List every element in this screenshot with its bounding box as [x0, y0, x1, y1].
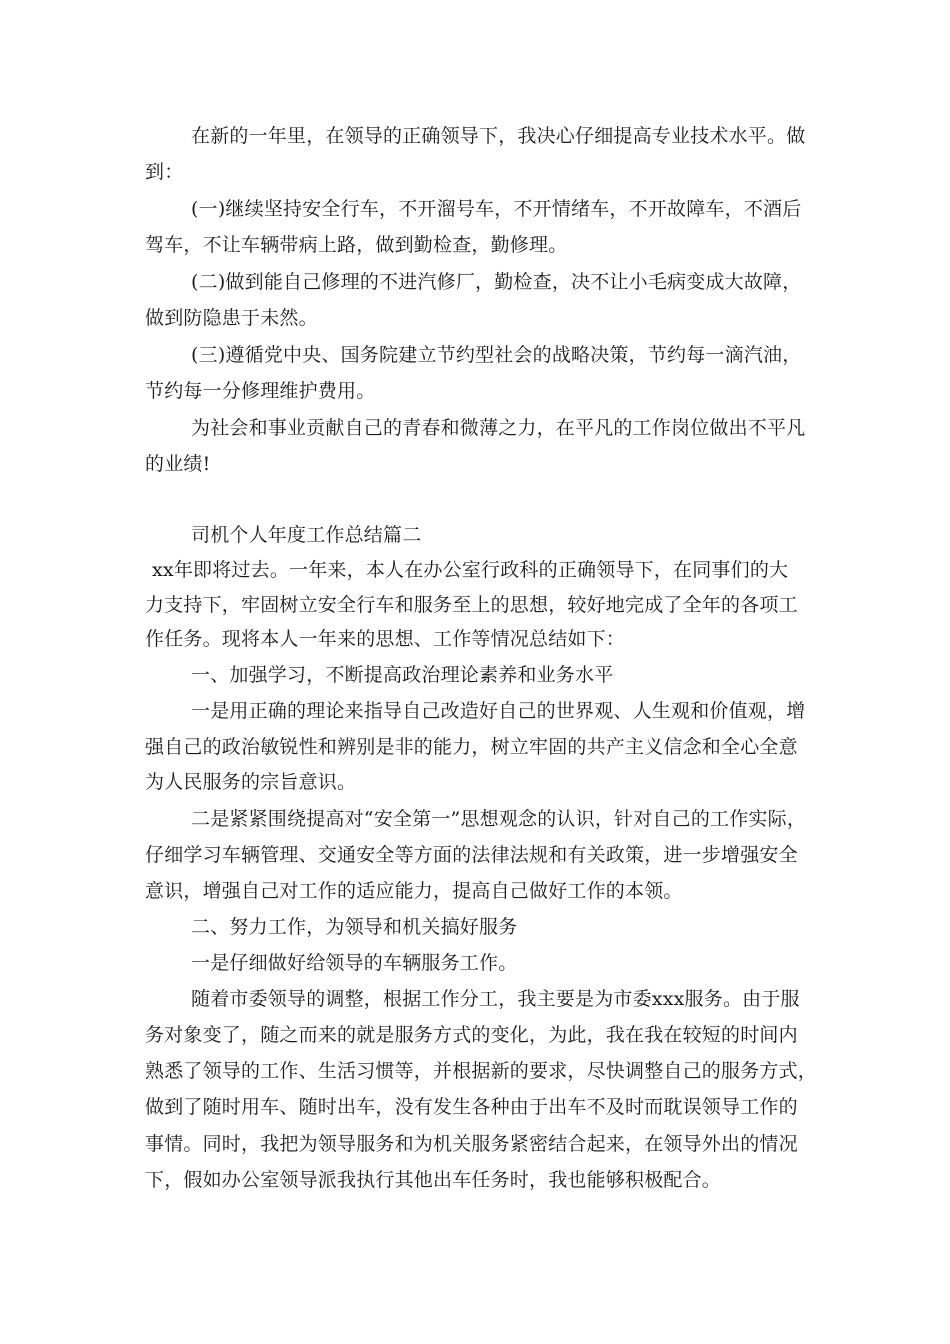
s2-para1-line-1: 一是用正确的理论来指导自己改造好自己的世界观、人生观和价值观，增: [191, 700, 806, 722]
s1-closing-line-2: 的业绩!: [145, 453, 211, 475]
s1-intro-line-1: 在新的一年里，在领导的正确领导下，我决心仔细提高专业技术水平。做: [191, 125, 806, 147]
s2-heading-2: 二、努力工作，为领导和机关搞好服务: [191, 916, 518, 938]
s1-item2-line-1: (二)做到能自己修理的不进汽修厂，勤检查，决不让小毛病变成大故障，: [191, 271, 802, 293]
s2-para3-line-5: 事情。同时，我把为领导服务和为机关服务紧密结合起来，在领导外出的情况: [145, 1133, 798, 1155]
s2-para1-line-3: 为人民服务的宗旨意识。: [145, 771, 357, 793]
s2-intro-line-3: 作任务。现将本人一年来的思想、工作等情况总结如下：: [145, 628, 626, 650]
s1-item2-line-2: 做到防隐患于未然。: [145, 307, 318, 329]
s1-intro-line-2: 到：: [145, 161, 184, 183]
s2-para3-line-3: 熟悉了领导的工作、生活习惯等，并根据新的要求，尽快调整自己的服务方式，: [145, 1060, 818, 1082]
s2-intro-line-2: 力支持下，牢固树立安全行车和服务至上的思想，较好地完成了全年的各项工: [145, 594, 798, 616]
s2-para2-line-1: 二是紧紧围绕提高对“安全第一”思想观念的认识，针对自己的工作实际，: [191, 808, 807, 830]
s2-para1-line-2: 强自己的政治敏锐性和辨别是非的能力，树立牢固的共产主义信念和全心全意: [145, 736, 798, 758]
s2-subheading: 一是仔细做好给领导的车辆服务工作。: [191, 952, 518, 974]
s2-para3-line-6: 下，假如办公室领导派我执行其他出车任务时，我也能够积极配合。: [145, 1169, 722, 1191]
s2-para2-line-2: 仔细学习车辆管理、交通安全等方面的法律法规和有关政策，进一步增强安全: [145, 844, 798, 866]
s1-item1-line-1: (一)继续坚持安全行车，不开溜号车，不开情绪车，不开故障车，不酒后: [191, 198, 802, 220]
s2-heading-1: 一、加强学习，不断提高政治理论素养和业务水平: [191, 664, 614, 686]
s2-para3-line-2: 务对象变了，随之而来的就是服务方式的变化，为此，我在我在较短的时间内: [145, 1024, 798, 1046]
s1-item3-line-1: (三)遵循党中央、国务院建立节约型社会的战略决策，节约每一滴汽油，: [191, 344, 802, 366]
s2-para3-line-1: 随着市委领导的调整，根据工作分工，我主要是为市委xxx服务。由于服: [191, 988, 800, 1010]
s2-para3-line-4: 做到了随时用车、随时出车，没有发生各种由于出车不及时而耽误领导工作的: [145, 1096, 798, 1118]
s2-para2-line-3: 意识，增强自己对工作的适应能力，提高自己做好工作的本领。: [145, 880, 683, 902]
s1-closing-line-1: 为社会和事业贡献自己的青春和微薄之力，在平凡的工作岗位做出不平凡: [191, 417, 806, 439]
s1-item3-line-2: 节约每一分修理维护费用。: [145, 380, 376, 402]
s2-intro-line-1: xx年即将过去。一年来，本人在办公室行政科的正确领导下，在同事们的大: [152, 559, 789, 581]
section2-title: 司机个人年度工作总结篇二: [191, 524, 422, 546]
s1-item1-line-2: 驾车，不让车辆带病上路，做到勤检查，勤修理。: [145, 234, 568, 256]
